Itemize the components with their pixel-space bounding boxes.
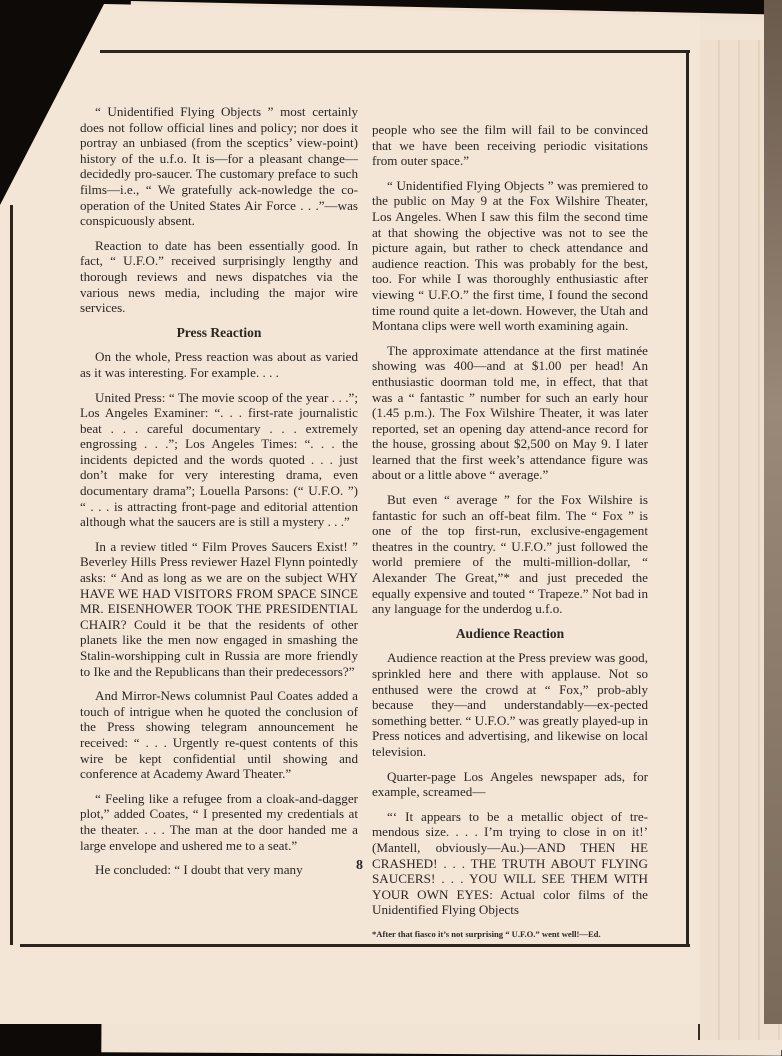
page-border-left — [10, 205, 13, 945]
paragraph: “ Unidentified Flying Objects ” was premiered to the public on May 9 at the Fox Wilshire Theater, Los Angeles. When I saw this film the second time at that showing the objective was not to see the picture again, but rather to check attendance and audience reaction. This was probably for the best, too. For while I was thoroughly enthusiastic after viewing “ U.F.O.” the first time, I found the second time round quite a let-down. However, the Utah and Montana clips were well worth examining again. — [372, 177, 648, 334]
paragraph: “ Unidentified Flying Objects ” most certainly does not follow official lines and policy; nor does it portray an unbiased (from the sceptics’ view-point) history of the u.f.o. It is—for a pleasant change—decidedly pro-saucer. The customary preface to such films—i.e., “ We gratefully ack-nowledge the co-operation of the United States Air Force . . .”—was conspicuously absent. — [80, 104, 358, 229]
left-column — [80, 104, 358, 887]
paragraph: United Press: “ The movie scoop of the year . . .”; Los Angeles Examiner: “. . . first-rate journalistic beat . . . careful documentary . . . extremely engrossing . . .”; Los Angeles Times: “. . . the incidents depicted and the words quoted . . . just don’t make for very interesting drama, even documentary drama”; Louella Parsons: (“ U.F.O. ”) “ . . . is attracting front-page and editorial attention although what the saucers are is still a mystery . . .” — [80, 389, 358, 530]
right-column — [372, 122, 648, 952]
paragraph: “‘ It appears to be a metallic object of tre-mendous size. . . . I’m trying to close in on it!’ (Mantell, obviously—Au.)—AND THEN HE CRASHED! . . . THE TRUTH ABOUT FLYING SAUCERS! . . . YOU WILL SEE THEM WITH YOUR OWN EYES: Actual color films of the Unidentified Flying Objects — [372, 808, 648, 918]
section-heading: Audience Reaction — [455, 625, 565, 641]
paragraph: He concluded: “ I doubt that very many — [95, 862, 303, 878]
footnote: *After that fiasco it’s not surprising “ U.F.O.” went well!—Ed. — [372, 928, 601, 939]
binding-edge — [764, 0, 782, 1024]
page-border-right — [686, 52, 689, 944]
paragraph: people who see the film will fail to be convinced that we have been receiving periodic visitations from outer space.” — [372, 122, 648, 169]
paragraph: And Mirror-News columnist Paul Coates added a touch of intrigue when he quoted the conclusion of the Press showing telegram announcement he received: “ . . . Urgently re-quest contents of this wire be kept confidential until showing and conference at Academy Award Theater.” — [80, 688, 358, 782]
section-heading: Press Reaction — [176, 324, 262, 340]
paragraph: “ Feeling like a refugee from a cloak-and-dagger plot,” added Coates, “ I presented my credentials at the theater. . . . The man at the door handed me a large envelope and ushered me to a seat.” — [80, 790, 358, 853]
paragraph: On the whole, Press reaction was about as varied as it was interesting. For example. . . . — [80, 349, 358, 380]
paragraph: In a review titled “ Film Proves Saucers Exist! ” Beverley Hills Press reviewer Hazel Flynn pointedly asks: “ And as long as we are on the subject WHY HAVE WE HAD VISITORS FROM SPACE SINCE MR. EISENHOWER TOOK THE PRESIDENTIAL CHAIR? Could it be that the residents of other planets like the men now engaged in smashing the Stalin-worshipping cult in Russia are more friendly to Ike and the Republicans than their predecessors?” — [80, 538, 358, 679]
paragraph: Quarter-page Los Angeles newspaper ads, for example, screamed— — [372, 768, 648, 800]
paragraph: Audience reaction at the Press preview was good, sprinkled here and there with applause. Not so enthused were the crowd at “ Fox,” prob-ably because they—and understandably—ex-pected something better. “ U.F.O.” was greatly played-up in Press notices and advertising, and likewise on local television. — [372, 650, 648, 759]
paragraph: The approximate attendance at the first matinée showing was 400—and at $1.00 per head! An enthusiastic doorman told me, in effect, that that was a “ fantastic ” number for such an early hour (1.45 p.m.). The Fox Wilshire Theater, it was later reported, set an opening day attend-ance record for the house, grossing about $2,500 on May 9. I later learned that the first week’s attendance figure was about or a little above “ average.” — [372, 342, 648, 483]
paragraph: But even “ average ” for the Fox Wilshire is fantastic for such an off-beat film. The “ Fox ” is one of the top first-run, exclusive-engagement theatres in the country. “ U.F.O.” just followed the world premiere of the multi-million-dollar, “ Alexander The Great,”* and just preceded the equally expensive and touted “ Trapeze.” Not bad in any language for the underdog u.f.o. — [372, 492, 648, 617]
page-border-top — [100, 50, 690, 53]
paragraph: Reaction to date has been essentially good. In fact, “ U.F.O.” received surprisingly lengthy and thorough reviews and news dispatches via the various news media, including the major wire services. — [80, 237, 358, 316]
page-number: 8 — [356, 858, 363, 873]
